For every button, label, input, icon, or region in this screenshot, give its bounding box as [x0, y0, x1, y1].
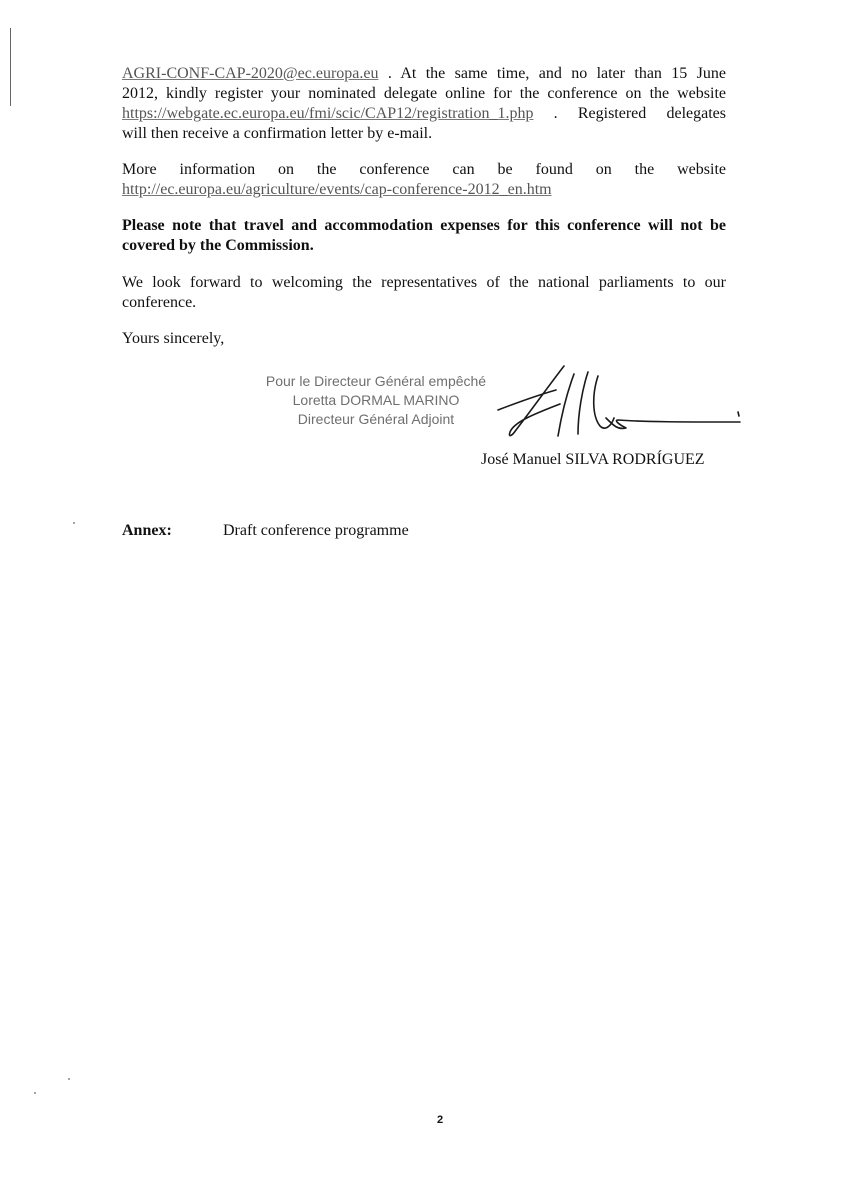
expenses-line-1: Please note that travel and accommodation expenses for this conference will not be [122, 217, 726, 234]
annex-label: Annex: [122, 522, 172, 539]
welcome-line-1: We look forward to welcoming the representatives of the national parliaments to our [122, 274, 726, 291]
stamp-line-3: Directeur Général Adjoint [297, 411, 455, 427]
expenses-line-2: covered by the Commission. [122, 237, 314, 254]
page-number: 2 [437, 1114, 444, 1126]
registration-paragraph [122, 64, 726, 144]
scan-speck [34, 1092, 36, 1094]
annex-text: Draft conference programme [223, 522, 409, 539]
info-line-1: More information on the conference can be found on the website [122, 161, 726, 178]
signature-stamp [262, 372, 490, 429]
closing-text: Yours sincerely, [122, 330, 225, 347]
email-link[interactable]: AGRI-CONF-CAP-2020@ec.europa.eu [122, 65, 379, 82]
info-link[interactable]: http://ec.europa.eu/agriculture/events/cap-conference-2012_en.htm [122, 181, 552, 198]
registration-line-4: will then receive a confirmation letter by e-mail. [122, 125, 433, 142]
scan-speck [73, 522, 75, 524]
scan-edge-line [10, 28, 11, 106]
stamp-line-1: Pour le Directeur Général empêché [265, 373, 487, 389]
registration-line-1: AGRI-CONF-CAP-2020@ec.europa.eu . At the same time, and no later than 15 June [122, 65, 726, 82]
welcome-line-2: conference. [122, 294, 197, 311]
scan-speck [68, 1078, 70, 1080]
signer-name: José Manuel SILVA RODRÍGUEZ [481, 451, 705, 468]
handwritten-signature [494, 360, 754, 445]
registration-line-3: https://webgate.ec.europa.eu/fmi/scic/CAP12/registration_1.php . Registered delegates [122, 105, 726, 122]
stamp-line-2: Loretta DORMAL MARINO [292, 392, 460, 408]
expenses-notice [122, 216, 726, 256]
registration-link[interactable]: https://webgate.ec.europa.eu/fmi/scic/CAP12/registration_1.php [122, 105, 534, 122]
info-paragraph [122, 160, 726, 200]
closing [122, 329, 726, 349]
welcome-paragraph [122, 273, 726, 313]
registration-line-2: 2012, kindly register your nominated delegate online for the conference on the website [122, 85, 726, 102]
info-line-2 [122, 180, 726, 200]
